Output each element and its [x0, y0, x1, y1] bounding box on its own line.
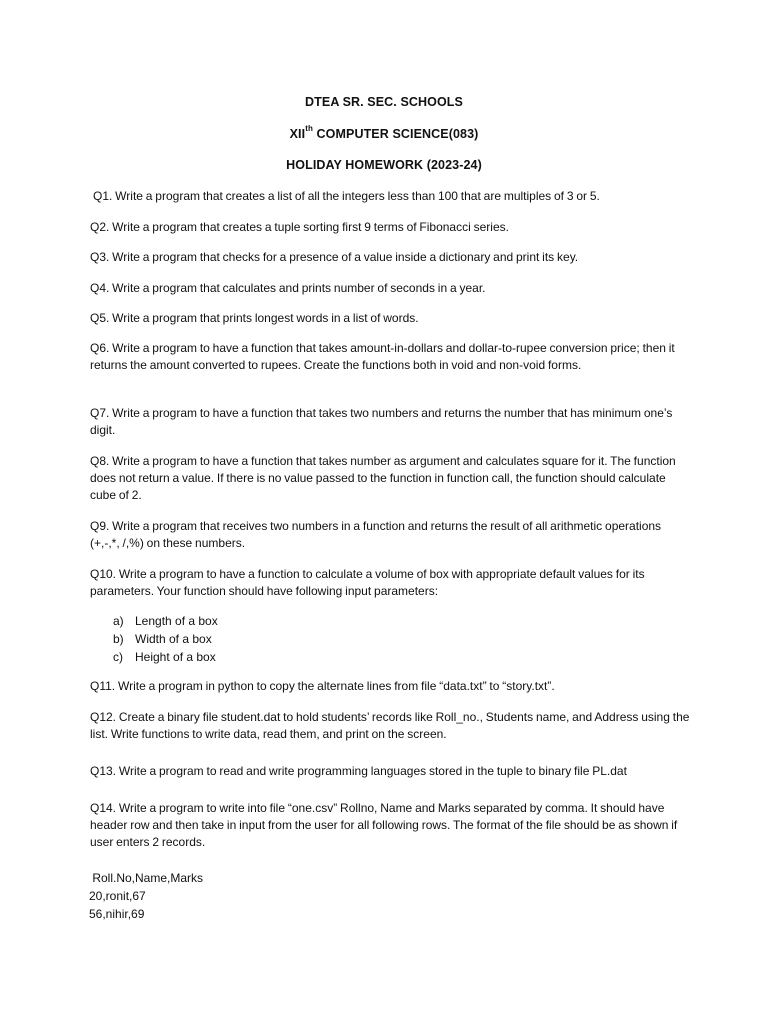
question-text: Write a program to have a function that takes two numbers and returns the number that has minimum one’s digit.: [90, 406, 673, 437]
question-8: [90, 453, 690, 504]
question-number: Q14.: [90, 801, 117, 815]
list-marker: c): [113, 650, 123, 664]
question-text: Write a program to have a function that takes amount-in-dollars and dollar-to-rupee conversion price; then it returns the amount converted to rupees. Create the functions both in void and non-void forms.: [90, 341, 675, 372]
question-number: Q9.: [90, 519, 110, 533]
question-2: [90, 219, 690, 236]
list-marker: a): [113, 614, 124, 628]
question-number: Q7.: [90, 406, 110, 420]
box-parameter-list: [113, 612, 218, 666]
list-item: [113, 612, 218, 630]
question-text: Write a program that calculates and prints number of seconds in a year.: [109, 281, 486, 295]
question-14: [90, 800, 690, 851]
question-text: Write a program in python to copy the alternate lines from file “data.txt” to “story.txt”.: [115, 679, 555, 693]
sample-records: [89, 869, 203, 923]
question-text: Write a program to have a function that takes number as argument and calculates square for it. The function does not return a value. If there is no value passed to the function in function call, the function should calculate cube of 2.: [90, 454, 676, 502]
question-number: Q6.: [90, 341, 110, 355]
question-number: Q5.: [90, 311, 110, 325]
record-row: 20,ronit,67: [89, 889, 146, 903]
question-text: Write a program that checks for a presence of a value inside a dictionary and print its key.: [109, 250, 579, 264]
school-title: DTEA SR. SEC. SCHOOLS: [305, 95, 463, 109]
class-superscript: th: [305, 124, 313, 133]
question-number: Q2.: [90, 220, 110, 234]
question-7: [90, 405, 690, 439]
list-item-text: Width of a box: [135, 632, 212, 646]
question-text: Write a program that creates a tuple sorting first 9 terms of Fibonacci series.: [109, 220, 509, 234]
list-item-text: Height of a box: [135, 650, 216, 664]
homework-title: HOLIDAY HOMEWORK (2023-24): [286, 158, 482, 172]
list-marker: b): [113, 632, 124, 646]
question-1: [93, 188, 693, 205]
question-text: Create a binary file student.dat to hold students’ records like Roll_no., Students name, and Address using the list. Write functions to write data, read them, and print on the screen.: [90, 710, 690, 741]
question-11: [90, 678, 690, 695]
question-text: Write a program to have a function to calculate a volume of box with appropriate default values for its parameters. Your function should have following input parameters:: [90, 567, 645, 598]
question-text: Write a program to read and write programming languages stored in the tuple to binary file PL.dat: [116, 764, 627, 778]
class-label: XII: [289, 127, 306, 141]
question-number: Q11.: [90, 679, 116, 693]
class-subject-title: [0, 124, 768, 141]
question-number: Q1.: [93, 189, 113, 203]
subject-label: COMPUTER SCIENCE(083): [312, 127, 479, 141]
question-text: Write a program that receives two numbers in a function and returns the result of all arithmetic operations (+,-,*, /,%) on these numbers.: [90, 519, 662, 550]
question-3: [90, 249, 690, 266]
list-item-text: Length of a box: [135, 614, 218, 628]
question-number: Q3.: [90, 250, 110, 264]
question-number: Q8.: [90, 454, 110, 468]
question-4: [90, 280, 690, 297]
question-13: [90, 763, 690, 780]
question-9: [90, 518, 690, 552]
question-12: [90, 709, 690, 743]
question-10: [90, 566, 690, 600]
question-5: [90, 310, 690, 327]
question-text: Write a program that prints longest words in a list of words.: [109, 311, 419, 325]
question-number: Q13.: [90, 764, 117, 778]
question-number: Q4.: [90, 281, 110, 295]
question-number: Q12.: [90, 710, 117, 724]
question-text: Write a program to write into file “one.csv” Rollno, Name and Marks separated by comma. It should have header row and then take in input from the user for all following rows. The format of the file should be as shown if user enters 2 records.: [90, 801, 678, 849]
question-number: Q10.: [90, 567, 117, 581]
question-6: [90, 340, 690, 374]
record-header-row: Roll.No,Name,Marks: [89, 871, 204, 885]
question-text: Write a program that creates a list of all the integers less than 100 that are multiples of 3 or 5.: [112, 189, 600, 203]
record-row: 56,nihir,69: [89, 907, 145, 921]
list-item: [113, 648, 218, 666]
list-item: [113, 630, 218, 648]
